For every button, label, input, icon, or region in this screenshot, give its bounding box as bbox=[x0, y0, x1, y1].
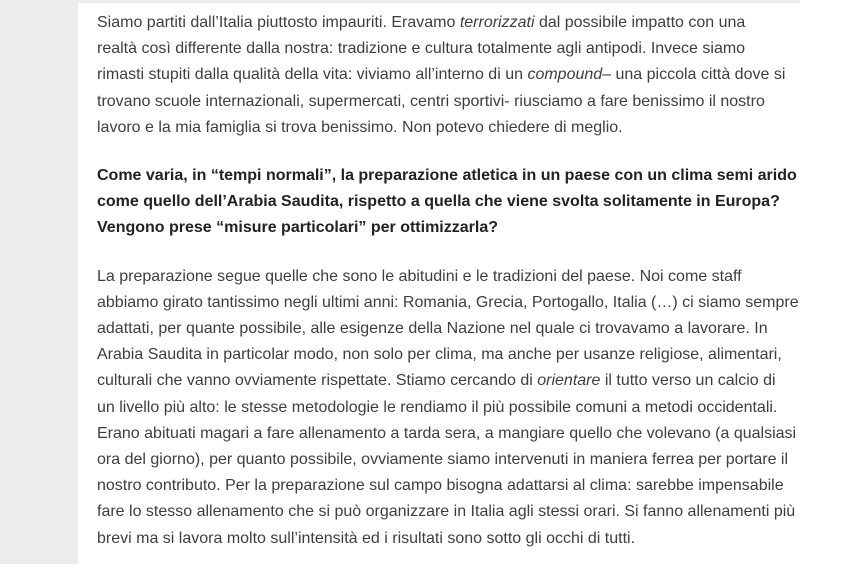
answer-paragraph-2 bbox=[97, 264, 819, 552]
text-line: culturali che vanno ovviamente rispettate. Stiamo cercando di orientare il tutto verso un calcio di bbox=[97, 372, 776, 390]
emphasis-terrorizzati: terrorizzati bbox=[459, 14, 535, 31]
left-gutter bbox=[0, 0, 78, 564]
emphasis-orientare: orientare bbox=[537, 372, 601, 390]
article-body bbox=[97, 10, 819, 574]
question-line: come quello dell’Arabia Saudita, rispetto a quella che viene svolta solitamente in Europa? bbox=[97, 193, 780, 211]
text-line: Erano abituati magari a fare allenamento a tarda sera, a mangiare quello che volevano (a qualsiasi bbox=[97, 424, 797, 442]
text-line: rimasti stupiti dalla qualità della vita: viviamo all’interno di un compound– una piccola città dove si bbox=[97, 66, 786, 84]
interview-question bbox=[97, 163, 819, 242]
top-divider bbox=[78, 0, 800, 3]
text-line: lavoro e la mia famiglia si trova benissimo. Non potevo chiedere di meglio. bbox=[97, 118, 623, 136]
emphasis-compound: compound bbox=[527, 66, 603, 84]
text-line: trovano scuole internazionali, supermercati, centri sportivi- riusciamo a fare benissimo il nostro bbox=[97, 92, 765, 110]
text-line: ora del giorno), per quanto possibile, ovviamente siamo intervenuti in maniera ferrea per portare il bbox=[97, 451, 789, 469]
text-line: La preparazione segue quelle che sono le abitudini e le tradizioni del paese. Noi come staff bbox=[97, 267, 742, 285]
question-line: Come varia, in “tempi normali”, la preparazione atletica in un paese con un clima semi arido bbox=[97, 167, 797, 185]
text-line: abbiamo girato tantissimo negli ultimi anni: Romania, Grecia, Portogallo, Italia (…) ci siamo sempre bbox=[97, 293, 799, 311]
text-line: adattati, per quante possibile, alle esigenze della Nazione nel quale ci trovavamo a lavorare. In bbox=[97, 320, 768, 338]
text-line: un livello più alto: le stesse metodologie le rendiamo il più possibile comuni a metodi occidentali. bbox=[97, 398, 778, 416]
text-line: fare lo stesso allenamento che si può organizzare in Italia agli stessi orari. Si fanno allenamenti più bbox=[97, 503, 796, 521]
text-line: brevi ma si lavora molto sull’intensità ed i risultati sono sotto gli occhi di tutti. bbox=[97, 529, 636, 547]
question-line: Vengono prese “misure particolari” per ottimizzarla? bbox=[97, 219, 498, 237]
text-line: Arabia Saudita in particolar modo, non solo per clima, ma anche per usanze religiose, alimentari, bbox=[97, 346, 782, 364]
answer-paragraph-1 bbox=[97, 10, 819, 141]
text-line: Siamo partiti dall’Italia piuttosto impauriti. Eravamo terrorizzati dal possibile impatto con una bbox=[97, 14, 746, 31]
text-line: nostro contributo. Per la preparazione sul campo bisogna adattarsi al clima: sarebbe impensabile bbox=[97, 477, 784, 495]
text-line: realtà così differente dalla nostra: tradizione e cultura totalmente agli antipodi. Invece siamo bbox=[97, 40, 746, 58]
